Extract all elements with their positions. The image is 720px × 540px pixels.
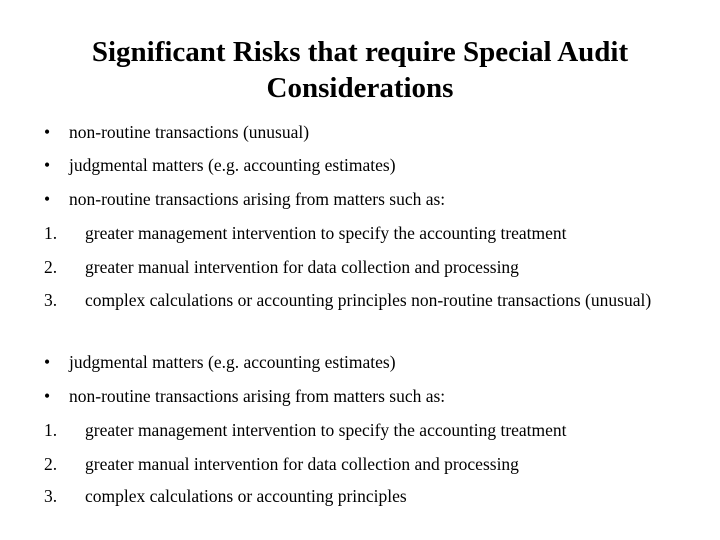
number-marker: 3. <box>44 290 58 310</box>
list-item-text: non-routine transactions arising from matters such as: <box>69 386 446 406</box>
bullet-marker: • <box>44 386 51 406</box>
numbered-item-text: complex calculations or accounting principles non-routine transactions (unusual) <box>85 290 652 310</box>
numbered-item-text: greater manual intervention for data collection and processing <box>85 257 519 277</box>
number-marker: 1. <box>44 420 58 440</box>
numbered-item-text: complex calculations or accounting principles <box>85 486 407 506</box>
list-item-text: judgmental matters (e.g. accounting estimates) <box>69 155 396 175</box>
number-marker: 3. <box>44 486 58 506</box>
list-item-text: non-routine transactions (unusual) <box>69 122 310 142</box>
list-item-text: non-routine transactions arising from matters such as: <box>69 189 446 209</box>
number-marker: 2. <box>44 454 58 474</box>
number-marker: 2. <box>44 257 58 277</box>
number-marker: 1. <box>44 223 58 243</box>
numbered-item-text: greater management intervention to specify the accounting treatment <box>85 420 567 440</box>
numbered-item-text: greater management intervention to specify the accounting treatment <box>85 223 567 243</box>
bullet-marker: • <box>44 189 51 209</box>
bullet-marker: • <box>44 122 51 142</box>
numbered-item-text: greater manual intervention for data collection and processing <box>85 454 519 474</box>
bullet-marker: • <box>44 352 51 372</box>
list-item-text: judgmental matters (e.g. accounting estimates) <box>69 352 396 372</box>
slide-title: Significant Risks that require Special Audit Considerations <box>91 36 629 104</box>
bullet-marker: • <box>44 155 51 175</box>
